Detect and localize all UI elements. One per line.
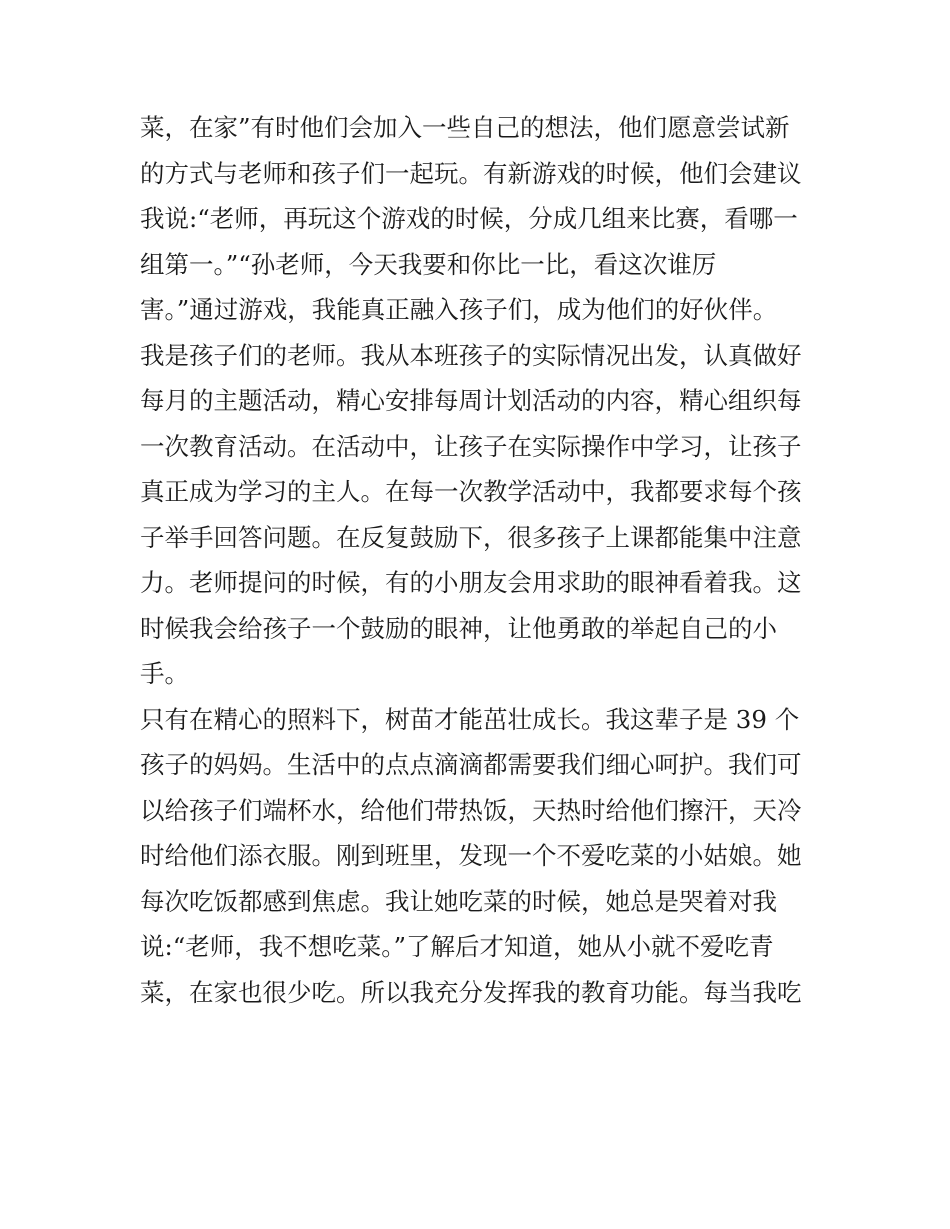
text-line: 菜，在家”有时他们会加入一些自己的想法，他们愿意尝试新 [140, 113, 790, 142]
body-text [140, 105, 820, 1015]
text-line: 一次教育活动。在活动中，让孩子在实际操作中学习，让孩子 [140, 431, 802, 461]
text-line: 孩子的妈妈。生活中的点点滴滴都需要我们细心呵护。我们可 [140, 750, 802, 779]
text-line: 的方式与老师和孩子们一起玩。有新游戏的时候，他们会建议 [140, 158, 802, 188]
text-line: 菜，在家也很少吃。所以我充分发挥我的教育功能。每当我吃 [140, 977, 802, 1007]
text-line: 组第一。”“孙老师，今天我要和你比一比，看这次谁厉 [140, 249, 717, 279]
text-line: 力。老师提问的时候，有的小朋友会用求助的眼神看着我。这 [140, 568, 802, 597]
text-line: 以给孩子们端杯水，给他们带热饭，天热时给他们擦汗，天冷 [140, 795, 802, 825]
text-line: 我说:“老师，再玩这个游戏的时候，分成几组来比赛，看哪一 [140, 204, 798, 233]
text-line: 手。 [140, 659, 189, 688]
text-line: 真正成为学习的主人。在每一次教学活动中，我都要求每个孩 [140, 477, 802, 506]
text-line: 每月的主题活动，精心安排每周计划活动的内容，精心组织每 [140, 386, 802, 415]
text-line: 只有在精心的照料下，树苗才能茁壮成长。我这辈子是 39 个 [140, 704, 800, 734]
text-line: 时给他们添衣服。刚到班里，发现一个不爱吃菜的小姑娘。她 [140, 841, 802, 870]
text-line: 说:“老师，我不想吃菜。”了解后才知道，她从小就不爱吃青 [140, 932, 774, 961]
text-line: 子举手回答问题。在反复鼓励下，很多孩子上课都能集中注意 [140, 522, 802, 552]
text-line: 时候我会给孩子一个鼓励的眼神，让他勇敢的举起自己的小 [140, 613, 777, 643]
text-line: 我是孩子们的老师。我从本班孩子的实际情况出发，认真做好 [140, 340, 802, 370]
text-line: 每次吃饭都感到焦虑。我让她吃菜的时候，她总是哭着对我 [140, 886, 777, 916]
text-line: 害。”通过游戏，我能真正融入孩子们，成为他们的好伙伴。 [140, 295, 778, 324]
